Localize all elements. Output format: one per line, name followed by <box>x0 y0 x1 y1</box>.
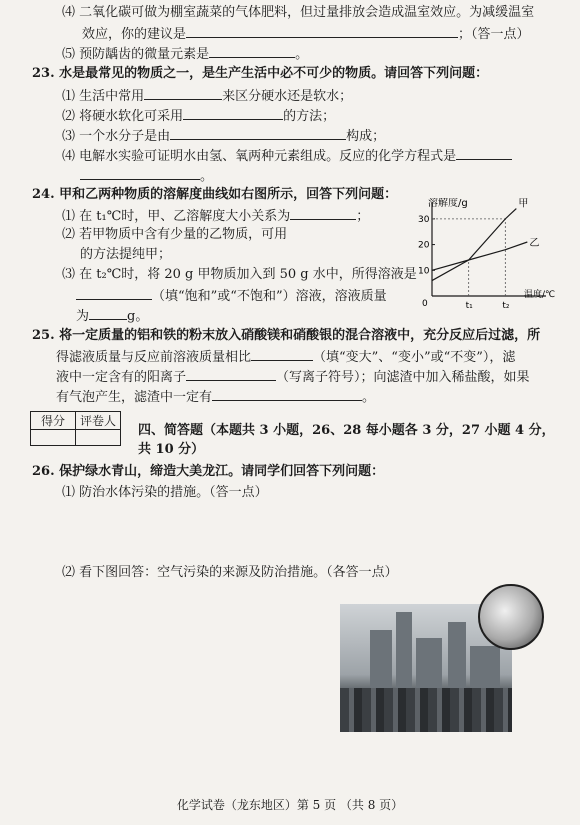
q23-4-prompt: ⑷ 电解水实验可证明水由氢、氧两种元素组成。反应的化学方程式是 <box>62 149 457 164</box>
page-footer: 化学试卷（龙东地区）第 5 页 （共 8 页） <box>176 798 404 812</box>
section-4-title-b: 共 10 分） <box>138 442 205 457</box>
y-tick-label: 10 <box>418 266 430 277</box>
q23-3-suffix: 构成； <box>346 129 386 144</box>
q24-3-hint: （填“饱和”或“不饱和”）溶液，溶液质量 <box>152 289 387 304</box>
building <box>396 612 412 692</box>
q23-1-line <box>62 86 352 106</box>
q22-5-answer-blank[interactable] <box>209 44 295 58</box>
building <box>416 638 442 692</box>
q25-c-hint: （写离子符号）；向滤渣中加入稀盐酸，如果 <box>276 370 530 385</box>
score-cell[interactable] <box>31 430 76 446</box>
q25-b-hint: （填“变大”、“变小”或“不变”），滤 <box>313 350 516 365</box>
q22-5-end: 。 <box>295 47 309 62</box>
q25-answer-blank-3[interactable] <box>212 387 362 401</box>
q24-1-prompt: ⑴ 在 t₁℃时，甲、乙溶解度大小关系为 <box>62 209 291 224</box>
exhaust-pipe-photo <box>478 584 544 650</box>
q25-d-end: 。 <box>362 390 376 405</box>
series-line-jia <box>432 209 516 281</box>
x-tick-label: t₁ <box>465 301 473 311</box>
q25-line-a: 25. 将一定质量的铝和铁的粉末放入硝酸镁和硝酸银的混合溶液中，充分反应后过滤，所 <box>32 328 541 343</box>
q24-3-prompt-c: 为 <box>76 309 90 324</box>
q24-3-line-c <box>76 306 148 326</box>
q23-3-line <box>62 126 385 146</box>
q23-2-prompt: ⑵ 将硬水软化可采用 <box>62 109 184 124</box>
q25-line-d <box>56 387 375 407</box>
q25-b-prompt: 得滤液质量与反应前溶液质量相比 <box>56 350 252 365</box>
grader-label: 评卷人 <box>76 412 121 430</box>
solubility-chart <box>416 198 566 313</box>
q23-2-suffix: 的方法； <box>283 109 336 124</box>
q23-1-prompt: ⑴ 生活中常用 <box>62 89 145 104</box>
q24-3-line-b <box>76 286 387 306</box>
x-axis-label: 温度/℃ <box>524 290 556 300</box>
building <box>470 646 500 692</box>
q23-2-line <box>62 106 335 126</box>
score-label: 得分 <box>31 412 76 430</box>
score-table <box>30 411 121 446</box>
q23-4-line <box>62 146 512 166</box>
q24-3-answer-blank-2[interactable] <box>89 306 127 320</box>
q24-1-answer-blank[interactable] <box>290 206 356 220</box>
q25-d-prompt: 有气泡产生，滤渣中一定有 <box>56 390 213 405</box>
q24-2-line-b <box>80 246 171 264</box>
series-label: 乙 <box>529 238 540 249</box>
x-tick-label: 0 <box>422 299 428 309</box>
q22-5-line <box>62 44 308 64</box>
q24-3-line-a: ⑶ 在 t₂℃时，将 20 g 甲物质加入到 50 g 水中，所得溶液是 <box>62 267 417 282</box>
q24-2-line-a: ⑵ 若甲物质中含有少量的乙物质，可用 <box>62 227 288 242</box>
building <box>370 630 392 692</box>
building <box>448 622 466 692</box>
q26-1-line: ⑴ 防治水体污染的措施。（答一点） <box>62 485 268 500</box>
q23-4-end: 。 <box>200 169 214 184</box>
q25-c-prompt: 液中一定含有的阳离子 <box>56 370 187 385</box>
q23-stem: 23. 水是最常见的物质之一，是生产生活中必不可少的物质。请回答下列问题： <box>32 66 489 81</box>
q22-4-hint: ；（答一点） <box>458 27 530 42</box>
q24-stem: 24. 甲和乙两种物质的溶解度曲线如右图所示，回答下列问题： <box>32 187 398 202</box>
section-4-title-a: 四、简答题（本题共 3 小题，26、28 每小题各 3 分，27 小题 4 分， <box>138 423 555 438</box>
q26-2-line: ⑵ 看下图回答：空气污染的来源及防治措施。（各答一点） <box>62 565 398 580</box>
q25-answer-blank-1[interactable] <box>251 347 313 361</box>
q24-1-line <box>62 206 369 226</box>
q23-3-answer-blank[interactable] <box>170 126 346 140</box>
q22-5-prompt: ⑸ 预防龋齿的微量元素是 <box>62 47 210 62</box>
q23-4-line-b <box>80 166 213 186</box>
series-label: 甲 <box>518 198 529 210</box>
q23-4-answer-blank-2[interactable] <box>80 166 200 180</box>
q24-3-answer-blank-1[interactable] <box>76 286 152 300</box>
q23-1-suffix: 来区分硬水还是软水； <box>222 89 353 104</box>
y-tick-label: 20 <box>418 240 430 251</box>
q22-4-line-b <box>82 24 530 44</box>
q23-3-prompt: ⑶ 一个水分子是由 <box>62 129 171 144</box>
q22-4-line-a: ⑷ 二氧化碳可做为棚室蔬菜的气体肥料，但过量排放会造成温室效应。为减缓温室 <box>62 5 535 20</box>
q25-line-c <box>56 367 530 387</box>
q24-1-end: ； <box>356 209 370 224</box>
q23-4-answer-blank[interactable] <box>456 146 512 160</box>
q22-4-answer-blank[interactable] <box>186 24 458 38</box>
y-tick-label: 30 <box>418 214 430 225</box>
q25-answer-blank-2[interactable] <box>186 367 276 381</box>
q24-3-unit: g。 <box>127 309 149 324</box>
q23-1-answer-blank[interactable] <box>144 86 222 100</box>
q22-4-prompt: 效应，你的建议是 <box>82 27 187 42</box>
q25-line-b <box>56 347 515 367</box>
grader-cell[interactable] <box>76 430 121 446</box>
q26-stem: 26. 保护绿水青山，缔造大美龙江。请同学们回答下列问题： <box>32 464 385 479</box>
x-tick-label: t₂ <box>502 301 510 311</box>
series-line-yi <box>432 242 527 270</box>
traffic-jam <box>340 688 512 732</box>
y-axis-label: 溶解度/g <box>428 198 468 209</box>
q24-2-suffix: 的方法提纯甲； <box>80 247 172 262</box>
q23-2-answer-blank[interactable] <box>183 106 283 120</box>
